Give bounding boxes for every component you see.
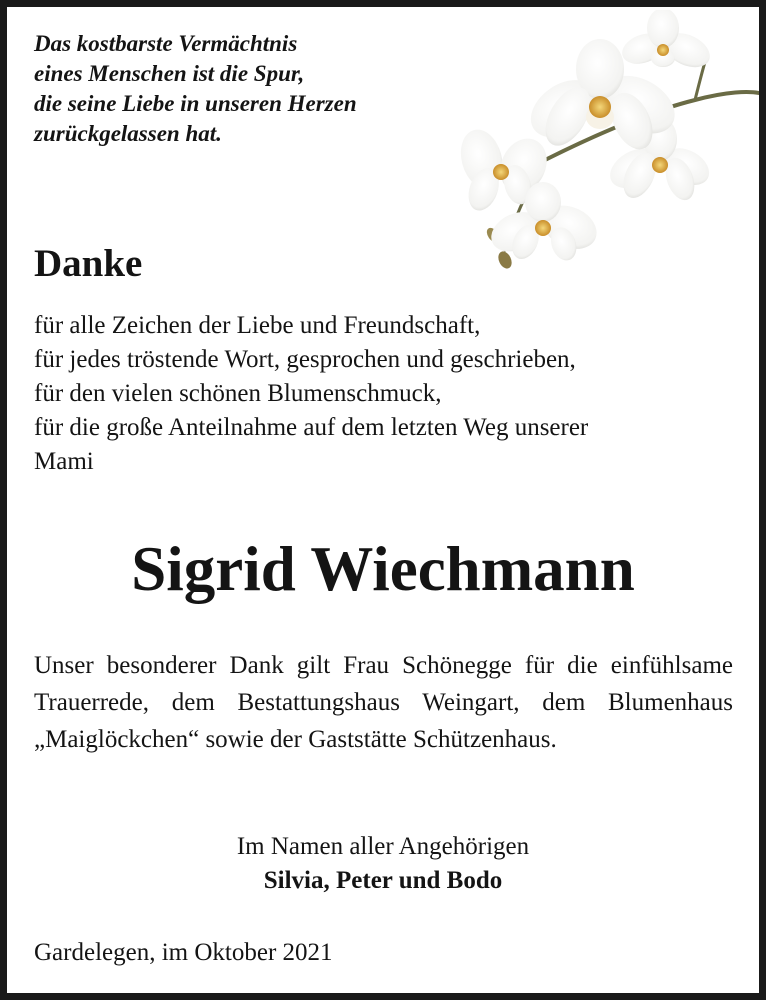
deceased-name: Sigrid Wiechmann bbox=[131, 534, 635, 604]
special-thanks-paragraph: Unser besonderer Dank gilt Frau Schönegge für die einfühlsame Trauerrede, dem Bestattungshaus Weingart, dem Blumenhaus „Maiglöckchen“ sowie der Gaststätte Schützenhaus. bbox=[34, 652, 733, 753]
quote-line: die seine Liebe in unseren Herzen bbox=[34, 91, 357, 116]
thanks-line: für jedes tröstende Wort, gesprochen und geschrieben, bbox=[34, 346, 576, 373]
thanks-line: für den vielen schönen Blumenschmuck, bbox=[34, 380, 442, 407]
heading-danke: Danke bbox=[34, 242, 143, 285]
thanks-line: für alle Zeichen der Liebe und Freundschaft, bbox=[34, 312, 481, 339]
memorial-quote bbox=[34, 29, 357, 149]
on-behalf-line: Im Namen aller Angehörigen bbox=[236, 833, 530, 860]
quote-line: eines Menschen ist die Spur, bbox=[34, 61, 305, 86]
orchid-icon bbox=[455, 10, 765, 275]
place-and-date: Gardelegen, im Oktober 2021 bbox=[34, 939, 333, 966]
thanks-line: Mami bbox=[34, 448, 94, 475]
family-names: Silvia, Peter und Bodo bbox=[263, 867, 503, 894]
quote-line: zurückgelassen hat. bbox=[34, 121, 222, 146]
signature-block bbox=[7, 830, 759, 898]
thanks-line: für die große Anteilnahme auf dem letzten Weg unserer bbox=[34, 414, 589, 441]
thanks-list bbox=[34, 309, 588, 479]
quote-line: Das kostbarste Vermächtnis bbox=[34, 31, 298, 56]
